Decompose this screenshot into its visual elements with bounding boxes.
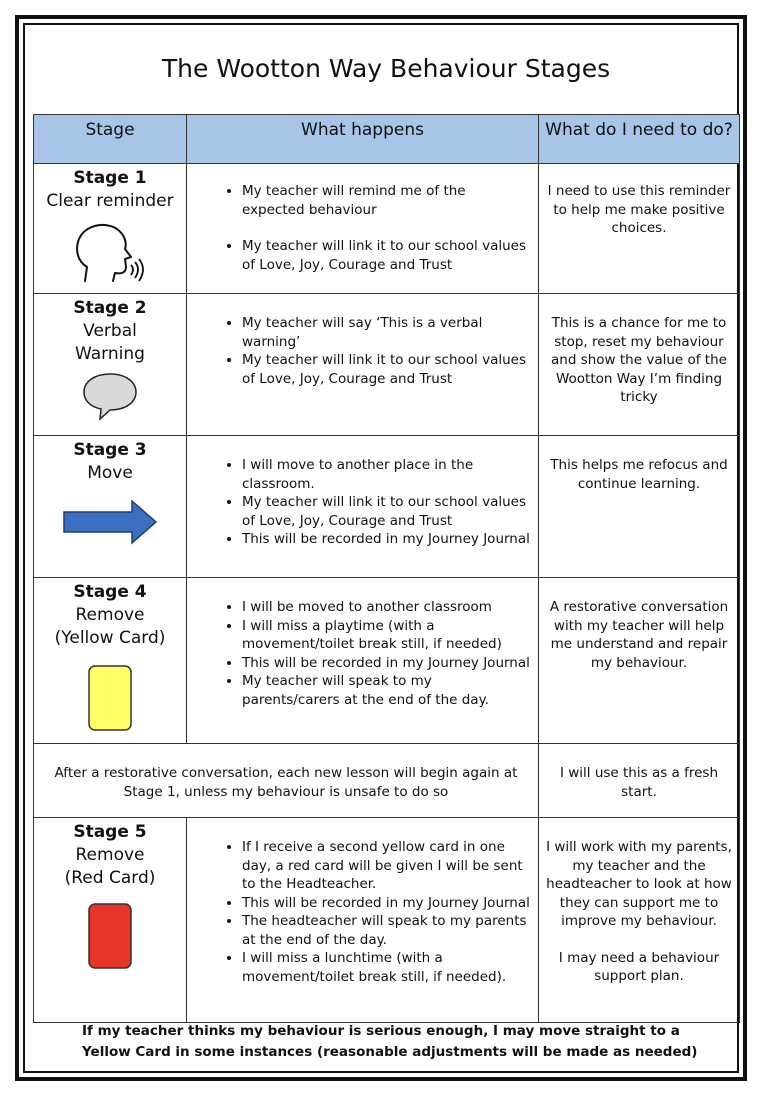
list-item: • I will miss a playtime (with a movement/toilet break still, if needed) [242, 617, 530, 654]
list-item: • I will move to another place in the classroom. [242, 456, 530, 493]
stage-subtitle-2: (Yellow Card) [54, 628, 166, 648]
need-text: I will use this as a fresh start. [559, 765, 719, 800]
header-what-do-i-need-to-do: What do I need to do? [539, 115, 740, 164]
stage-subtitle: Move [87, 463, 133, 483]
list-item: • This will be recorded in my Journey Journal [242, 654, 530, 673]
need-text: I need to use this reminder to help me make positive choices. [547, 183, 731, 236]
stage-heading: Stage 5 [73, 822, 147, 842]
red-card-icon [86, 902, 134, 970]
list-item: • The headteacher will speak to my parents at the end of the day. [242, 912, 530, 949]
stage-cell [34, 164, 187, 294]
table-row-stage-3 [34, 436, 740, 578]
header-what-happens: What happens [187, 115, 539, 164]
list-item: • My teacher will link it to our school values of Love, Joy, Courage and Trust [242, 351, 530, 388]
list-item: • If I receive a second yellow card in one day, a red card will be given I will be sent to the Headteacher. [242, 838, 530, 894]
speech-bubble-icon [80, 370, 140, 422]
right-arrow-icon [62, 499, 158, 545]
table-row-restorative [34, 744, 740, 818]
what-do-cell [539, 744, 740, 818]
what-happens-list [187, 314, 538, 388]
list-item: • This will be recorded in my Journey Journal [242, 894, 530, 913]
list-item: • This will be recorded in my Journey Journal [242, 530, 530, 549]
list-item: • My teacher will link it to our school values of Love, Joy, Courage and Trust [242, 493, 530, 530]
what-happens-cell [187, 294, 539, 436]
stage-heading: Stage 2 [73, 298, 147, 318]
what-do-cell [539, 818, 740, 1023]
what-do-cell [539, 436, 740, 578]
list-item: • My teacher will speak to my parents/carers at the end of the day. [242, 672, 530, 709]
table-row-stage-2 [34, 294, 740, 436]
stage-subtitle-2: Warning [75, 344, 145, 364]
need-text-2: I may need a behaviour support plan. [558, 949, 720, 984]
list-item: • My teacher will link it to our school values of Love, Joy, Courage and Trust [242, 237, 530, 274]
footer-line-1: If my teacher thinks my behaviour is serious enough, I may move straight to a [82, 1023, 680, 1039]
what-happens-list [187, 456, 538, 549]
stage-heading: Stage 4 [73, 582, 147, 602]
what-happens-list [187, 182, 538, 274]
what-happens-cell [187, 818, 539, 1023]
what-do-cell [539, 294, 740, 436]
stage-subtitle-2: (Red Card) [64, 868, 156, 888]
stage-cell [34, 436, 187, 578]
stage-cell [34, 818, 187, 1023]
page-title: The Wootton Way Behaviour Stages [161, 54, 611, 83]
stage-heading: Stage 1 [73, 168, 147, 188]
need-text: I will work with my parents, my teacher and the headteacher to look at how they can support me to improve my behaviour. [546, 839, 732, 929]
need-text: This helps me refocus and continue learning. [550, 457, 728, 492]
list-item: • I will be moved to another classroom [242, 598, 530, 617]
yellow-card-icon [86, 664, 134, 732]
need-text: This is a chance for me to stop, reset my behaviour and show the value of the Wootton Way I’m finding tricky [551, 315, 727, 405]
table-row-stage-5 [34, 818, 740, 1023]
what-happens-cell [187, 578, 539, 744]
restorative-note-cell [34, 744, 539, 818]
what-happens-cell [187, 164, 539, 294]
what-happens-list [187, 838, 538, 986]
stage-cell [34, 578, 187, 744]
stage-subtitle: Remove [75, 605, 145, 625]
behaviour-stages-table [33, 114, 740, 1023]
speaking-head-icon [65, 219, 155, 285]
stage-subtitle: Verbal [83, 321, 137, 341]
stage-subtitle: Remove [75, 845, 145, 865]
list-item: • I will miss a lunchtime (with a movement/toilet break still, if needed). [242, 949, 530, 986]
table-row-stage-4 [34, 578, 740, 744]
need-text: A restorative conversation with my teacher will help me understand and repair my behaviour. [549, 599, 729, 671]
table-row-stage-1 [34, 164, 740, 294]
header-stage: Stage [34, 115, 187, 164]
list-item: • My teacher will remind me of the expected behaviour [242, 182, 530, 219]
stage-heading: Stage 3 [73, 440, 147, 460]
what-do-cell [539, 578, 740, 744]
footer-note [82, 1021, 722, 1063]
table-header-row [34, 115, 740, 164]
stage-cell [34, 294, 187, 436]
footer-line-2: Yellow Card in some instances (reasonable adjustments will be made as needed) [82, 1044, 698, 1060]
what-happens-cell [187, 436, 539, 578]
restorative-note: After a restorative conversation, each new lesson will begin again at Stage 1, unless my behaviour is unsafe to do so [54, 765, 518, 800]
what-happens-list [187, 598, 538, 709]
list-item: • My teacher will say ‘This is a verbal warning’ [242, 314, 530, 351]
what-do-cell [539, 164, 740, 294]
stage-subtitle: Clear reminder [46, 191, 174, 211]
